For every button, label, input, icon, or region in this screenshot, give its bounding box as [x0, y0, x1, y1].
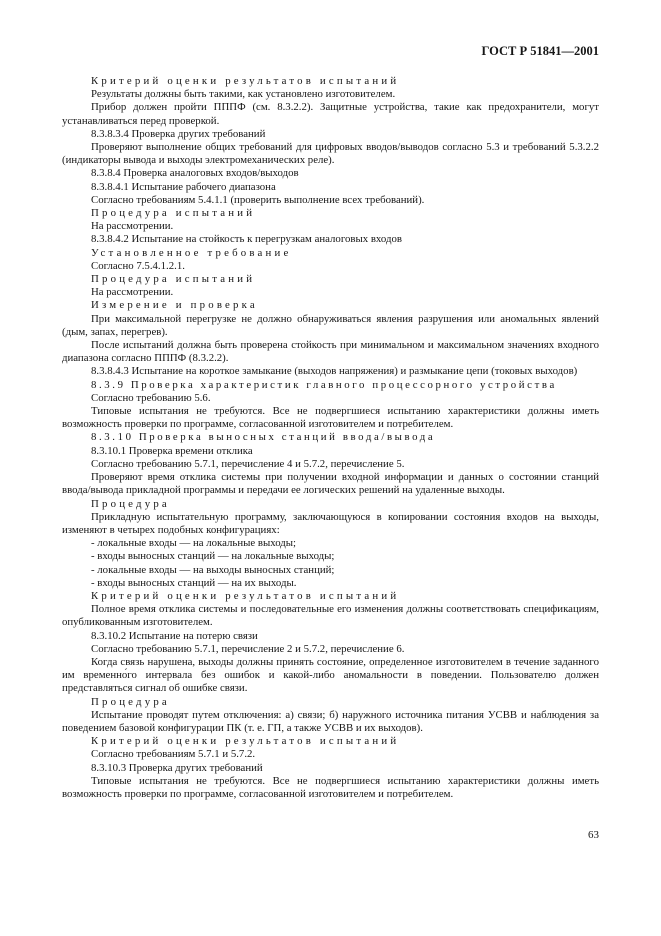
paragraph: Результаты должны быть такими, как установлено изготовителем.: [91, 88, 396, 101]
paragraph: После испытаний должна быть проверена стойкость при минимальном и максимальном значениях входного диапазона согласно ПППФ (8.3.2.2).: [62, 339, 599, 365]
subheading-procedure: Процедура: [91, 695, 170, 708]
section-heading: 8.3.10.3 Проверка других требований: [91, 761, 263, 774]
paragraph: На рассмотрении.: [91, 286, 174, 299]
paragraph: Полное время отклика системы и последовательные его изменения должны соответствовать спецификациям, опубликованным изготовителем.: [62, 603, 599, 629]
subheading-criteria: Критерий оценки результатов испытаний: [91, 589, 400, 602]
list-item: - входы выносных станций — на локальные выходы;: [91, 550, 599, 563]
subheading-procedure: Процедура испытаний: [91, 207, 256, 220]
paragraph: Согласно требованию 5.7.1, перечисление 2 и 5.7.2, перечисление 6.: [91, 642, 405, 655]
standard-header: ГОСТ Р 51841—2001: [481, 44, 599, 58]
list-item: - локальные входы — на выходы выносных станций;: [91, 564, 599, 577]
list-item: - локальные входы — на локальные выходы;: [91, 537, 599, 550]
section-heading: 8.3.9 Проверка характеристик главного процессорного устройства: [91, 378, 557, 391]
paragraph: Проверяют выполнение общих требований для цифровых вводов/выводов согласно 5.3 и требований 5.3.2.2 (индикаторы вывода и выходы электромеханических реле).: [62, 141, 599, 167]
paragraph: Прикладную испытательную программу, заключающуюся в копировании состояния входов на выходы, изменяют в четырех подобных конфигурациях:: [62, 510, 599, 536]
section-heading: 8.3.10.1 Проверка времени отклика: [91, 444, 253, 457]
section-heading: 8.3.8.4.2 Испытание на стойкость к перегрузкам аналоговых входов: [91, 233, 402, 246]
subheading-criteria: Критерий оценки результатов испытаний: [91, 735, 400, 748]
subheading-procedure: Процедура: [91, 497, 170, 510]
paragraph: Согласно требованиям 5.7.1 и 5.7.2.: [91, 748, 256, 761]
section-heading: 8.3.8.4 Проверка аналоговых входов/выходов: [91, 167, 299, 180]
page-number: 63: [588, 829, 599, 841]
section-heading: 8.3.8.3.4 Проверка других требований: [91, 127, 266, 140]
paragraph: На рассмотрении.: [91, 220, 174, 233]
section-heading: 8.3.10 Проверка выносных станций ввода/вывода: [91, 431, 436, 444]
section-heading: 8.3.10.2 Испытание на потерю связи: [91, 629, 258, 642]
paragraph: Испытание проводят путем отключения: а) связи; б) наружного источника питания УСВВ и наблюдения за поведением базовой конфигурации ПК (т. е. ГП, а также УСВВ и их выходов).: [62, 708, 599, 734]
paragraph: При максимальной перегрузке не должно обнаруживаться явления разрушения или аномальных явлений (дым, запах, перегрев).: [62, 312, 599, 338]
subheading-criteria: Критерий оценки результатов испытаний: [91, 75, 400, 87]
paragraph: Согласно требованию 5.7.1, перечисление 4 и 5.7.2, перечисление 5.: [91, 457, 405, 470]
paragraph: Прибор должен пройти ПППФ (см. 8.3.2.2). Защитные устройства, такие как предохранители, могут устанавливаться перед проверкой.: [62, 101, 599, 127]
paragraph: Типовые испытания не требуются. Все не подвергшиеся испытанию характеристики должны иметь возможность проверки по программе, согласованной изготовителем и потребителем.: [62, 774, 599, 800]
subheading-procedure: Процедура испытаний: [91, 273, 256, 286]
paragraph: Когда связь нарушена, выходы должны принять состояние, определенное изготовителем в течение заданного им временно́го интервала без ошибок и какой-либо аномальности в поведении. Пользователю должен представляться сигнал об ошибке связи.: [62, 655, 599, 695]
document-body: [62, 75, 599, 801]
paragraph: Типовые испытания не требуются. Все не подвергшиеся испытанию характеристики должны иметь возможность проверки по программе, согласованной изготовителем и потребителем.: [62, 405, 599, 431]
paragraph: Согласно 7.5.4.1.2.1.: [91, 259, 185, 272]
paragraph: Согласно требованию 5.6.: [91, 391, 211, 404]
configuration-list: [62, 537, 599, 590]
paragraph: Согласно требованиям 5.4.1.1 (проверить выполнение всех требований).: [91, 193, 425, 206]
paragraph: Проверяют время отклика системы при получении входной информации и данных о состоянии станций ввода/вывода прикладной программы и передачи ее логических решений на удаленные выходы.: [62, 471, 599, 497]
section-heading: 8.3.8.4.3 Испытание на короткое замыкание (выходов напряжения) и размыкание цепи (токовых выходов): [91, 365, 578, 378]
subheading-requirement: Установленное требование: [91, 246, 292, 259]
list-item: - входы выносных станций — на их выходы.: [91, 577, 599, 590]
section-heading: 8.3.8.4.1 Испытание рабочего диапазона: [91, 180, 276, 193]
subheading-measurement: Измерение и проверка: [91, 299, 258, 312]
